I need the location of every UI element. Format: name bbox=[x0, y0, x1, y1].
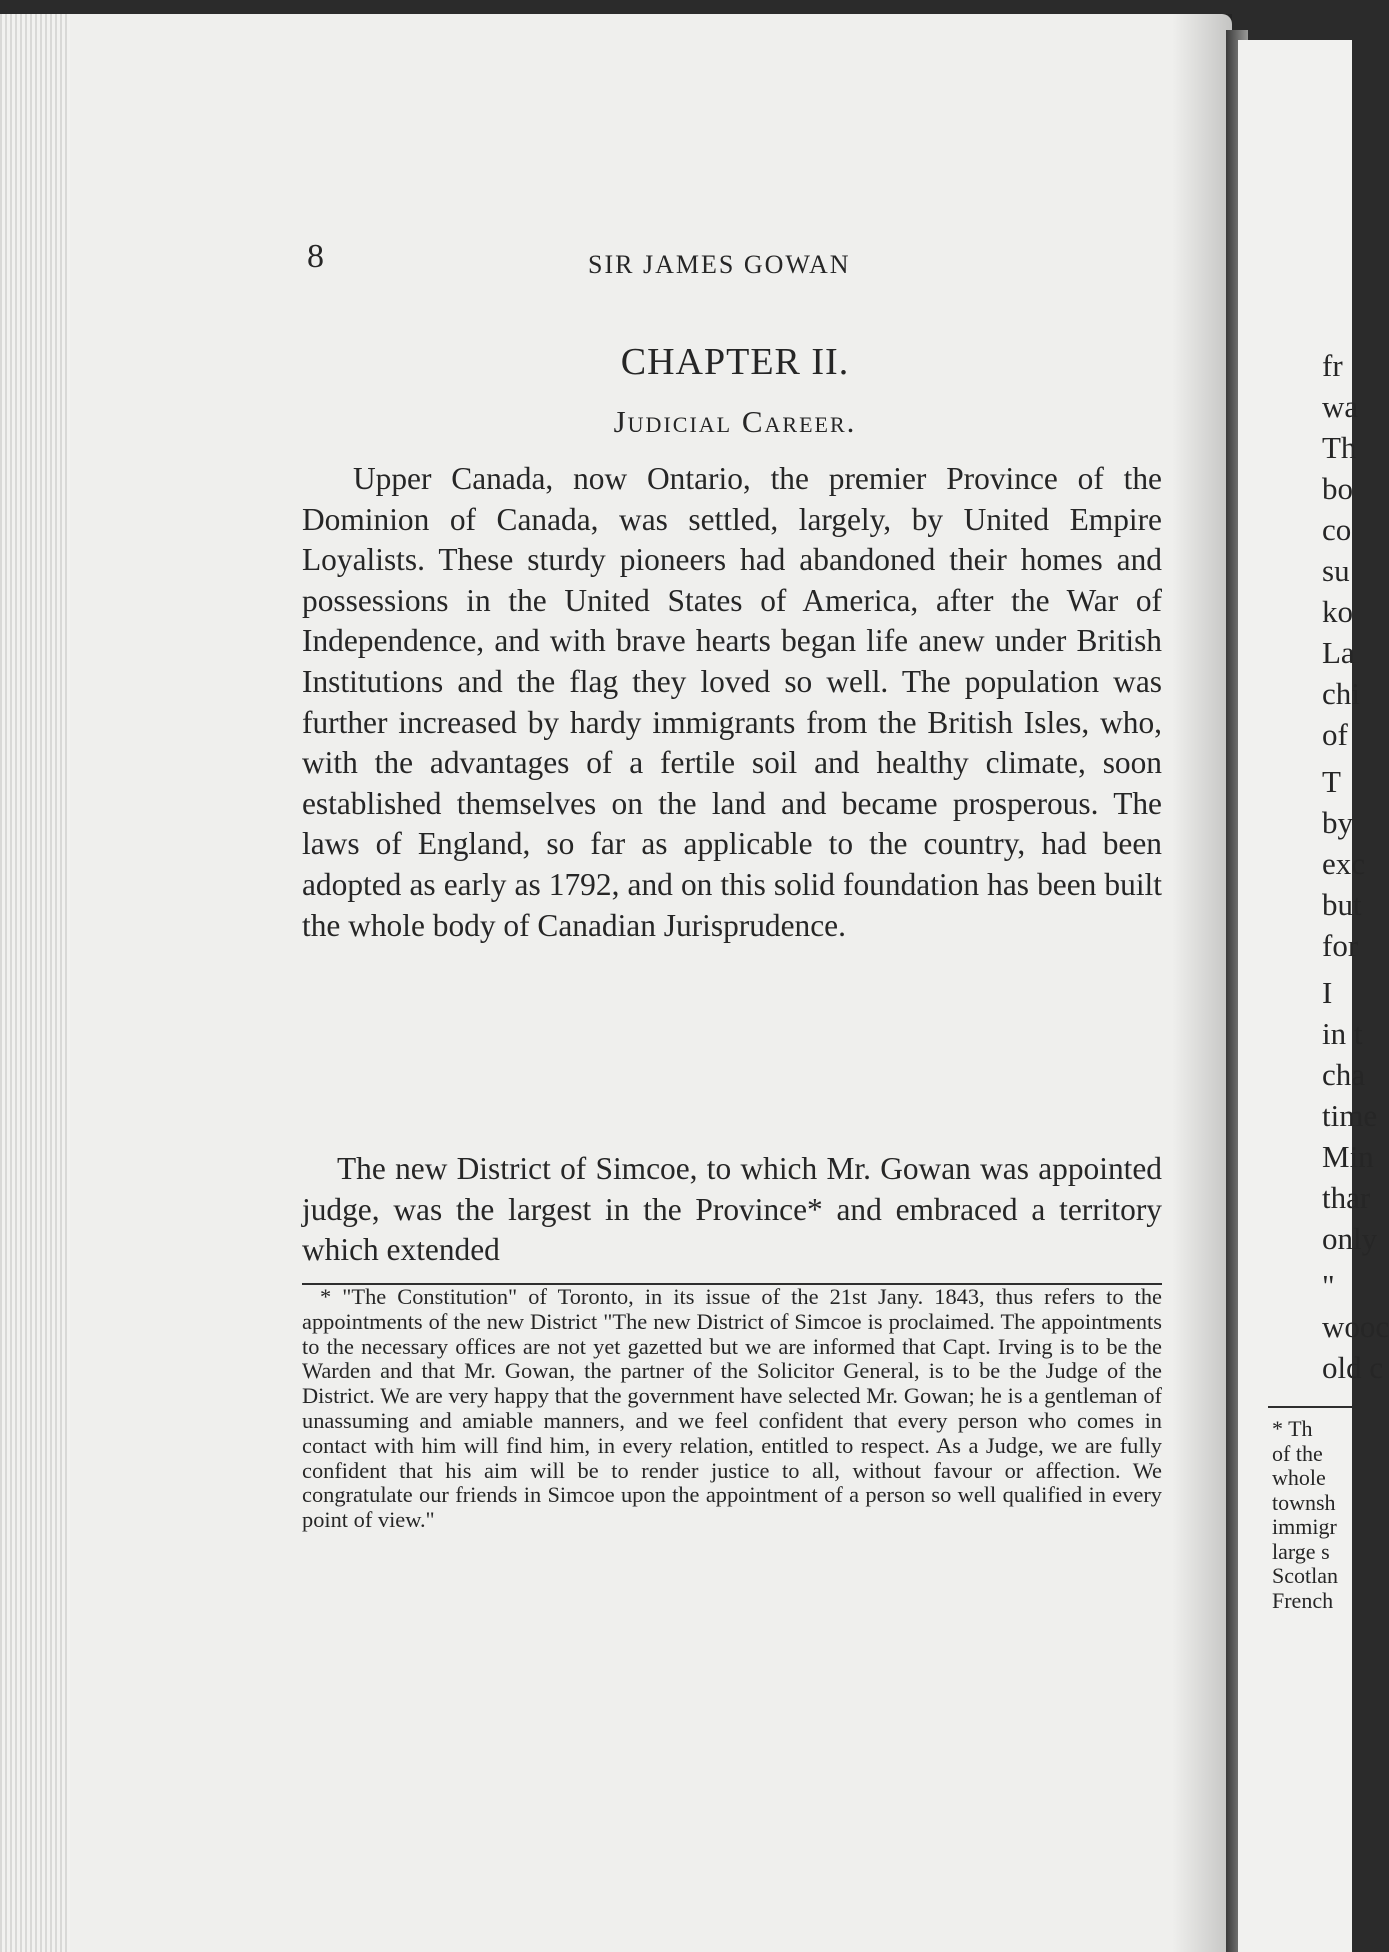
facing-footnote-line: Scotlan bbox=[1272, 1563, 1338, 1588]
facing-page-line: cha bbox=[1322, 1057, 1366, 1092]
facing-page-line: Th bbox=[1322, 430, 1357, 465]
facing-page-line: chi bbox=[1322, 676, 1360, 711]
facing-page-line: thar bbox=[1322, 1180, 1371, 1215]
facing-page-line: old c bbox=[1322, 1350, 1384, 1385]
left-page bbox=[0, 14, 1232, 1952]
body-paragraph: Upper Canada, now Ontario, the premier Province of the Dominion of Canada, was settled, largely, by United Empire Loyalists. These sturdy pioneers had abandoned their homes and possessions in the United States of America, after the War of Independence, and with brave hearts began life anew under British Institutions and the flag they loved so well. The population was further increased by hardy immigrants from the British Isles, who, with the advantages of a fertile soil and healthy climate, soon established themselves on the land and became prosperous. The laws of England, so far as applicable to the country, had been adopted as early as 1792, and on this solid foundation has been built the whole body of Canadian Jurisprudence. bbox=[302, 461, 1162, 943]
facing-page-line: for bbox=[1322, 928, 1359, 963]
footnote: * "The Constitution" of Toronto, in its issue of the 21st Jany. 1843, thus refers to the appointments of the new District "The new District of Simcoe is proclaimed. The appointments to the necessary offices are not yet gazetted but we are informed that Capt. Irving is to be the Warden and that Mr. Gowan, the partner of the Solicitor General, is to be the Judge of the District. We are very happy that the government have selected Mr. Gowan; he is a gentleman of unassuming and amiable manners, and we feel confident that every person who comes in contact with him will find him, in every relation, entitled to respect. As a Judge, we are fully confident that his aim will be to render justice to all, without favour or affection. We congratulate our friends in Simcoe upon the appointment of a person so well qualified in every point of view." bbox=[302, 1284, 1162, 1533]
facing-page-line: by bbox=[1322, 805, 1353, 840]
facing-footnote-line: whole bbox=[1272, 1465, 1326, 1490]
facing-page-line: La bbox=[1322, 635, 1355, 670]
facing-page-line: Min bbox=[1322, 1139, 1374, 1174]
facing-page-line: bo bbox=[1322, 471, 1353, 506]
facing-page-line: T bbox=[1322, 764, 1341, 799]
body-paragraph: The new District of Simcoe, to which Mr. Gowan was appointed judge, was the largest in the Province* and embraced a territory which extended bbox=[302, 1151, 1162, 1268]
facing-page-line: in t bbox=[1322, 1016, 1363, 1051]
facing-page-line: ko bbox=[1322, 594, 1353, 629]
facing-page-line: I bbox=[1322, 975, 1333, 1010]
facing-footnote-line: large s bbox=[1272, 1538, 1330, 1564]
facing-page-line: time bbox=[1322, 1098, 1378, 1133]
facing-page-line: wooc bbox=[1322, 1309, 1389, 1344]
facing-footnote-rule bbox=[1268, 1406, 1352, 1408]
facing-page-line: only bbox=[1322, 1221, 1378, 1256]
facing-page-line: but bbox=[1322, 887, 1362, 922]
facing-page-line: exc bbox=[1322, 846, 1366, 881]
page-number: 8 bbox=[307, 238, 324, 275]
facing-page-line: su bbox=[1322, 553, 1350, 588]
facing-page-line: co bbox=[1322, 512, 1352, 547]
facing-footnote-line: of the bbox=[1272, 1440, 1323, 1466]
facing-page-line: of bbox=[1322, 717, 1348, 752]
facing-page-line: wa bbox=[1322, 389, 1359, 424]
facing-footnote-line: immigr bbox=[1272, 1514, 1337, 1539]
gutter-shadow bbox=[1172, 14, 1232, 1952]
facing-page bbox=[1238, 40, 1352, 1952]
facing-page-line: fr bbox=[1322, 348, 1343, 383]
chapter-subtitle: Judicial Career. bbox=[613, 404, 857, 439]
page-edges bbox=[0, 14, 70, 1952]
running-head: SIR JAMES GOWAN bbox=[588, 250, 851, 279]
facing-page-line: " bbox=[1322, 1268, 1335, 1303]
chapter-title: CHAPTER II. bbox=[620, 341, 850, 383]
facing-footnote-line: * Th bbox=[1272, 1416, 1313, 1441]
facing-footnote-line: townsh bbox=[1272, 1489, 1336, 1515]
facing-footnote-line: French bbox=[1272, 1587, 1334, 1613]
